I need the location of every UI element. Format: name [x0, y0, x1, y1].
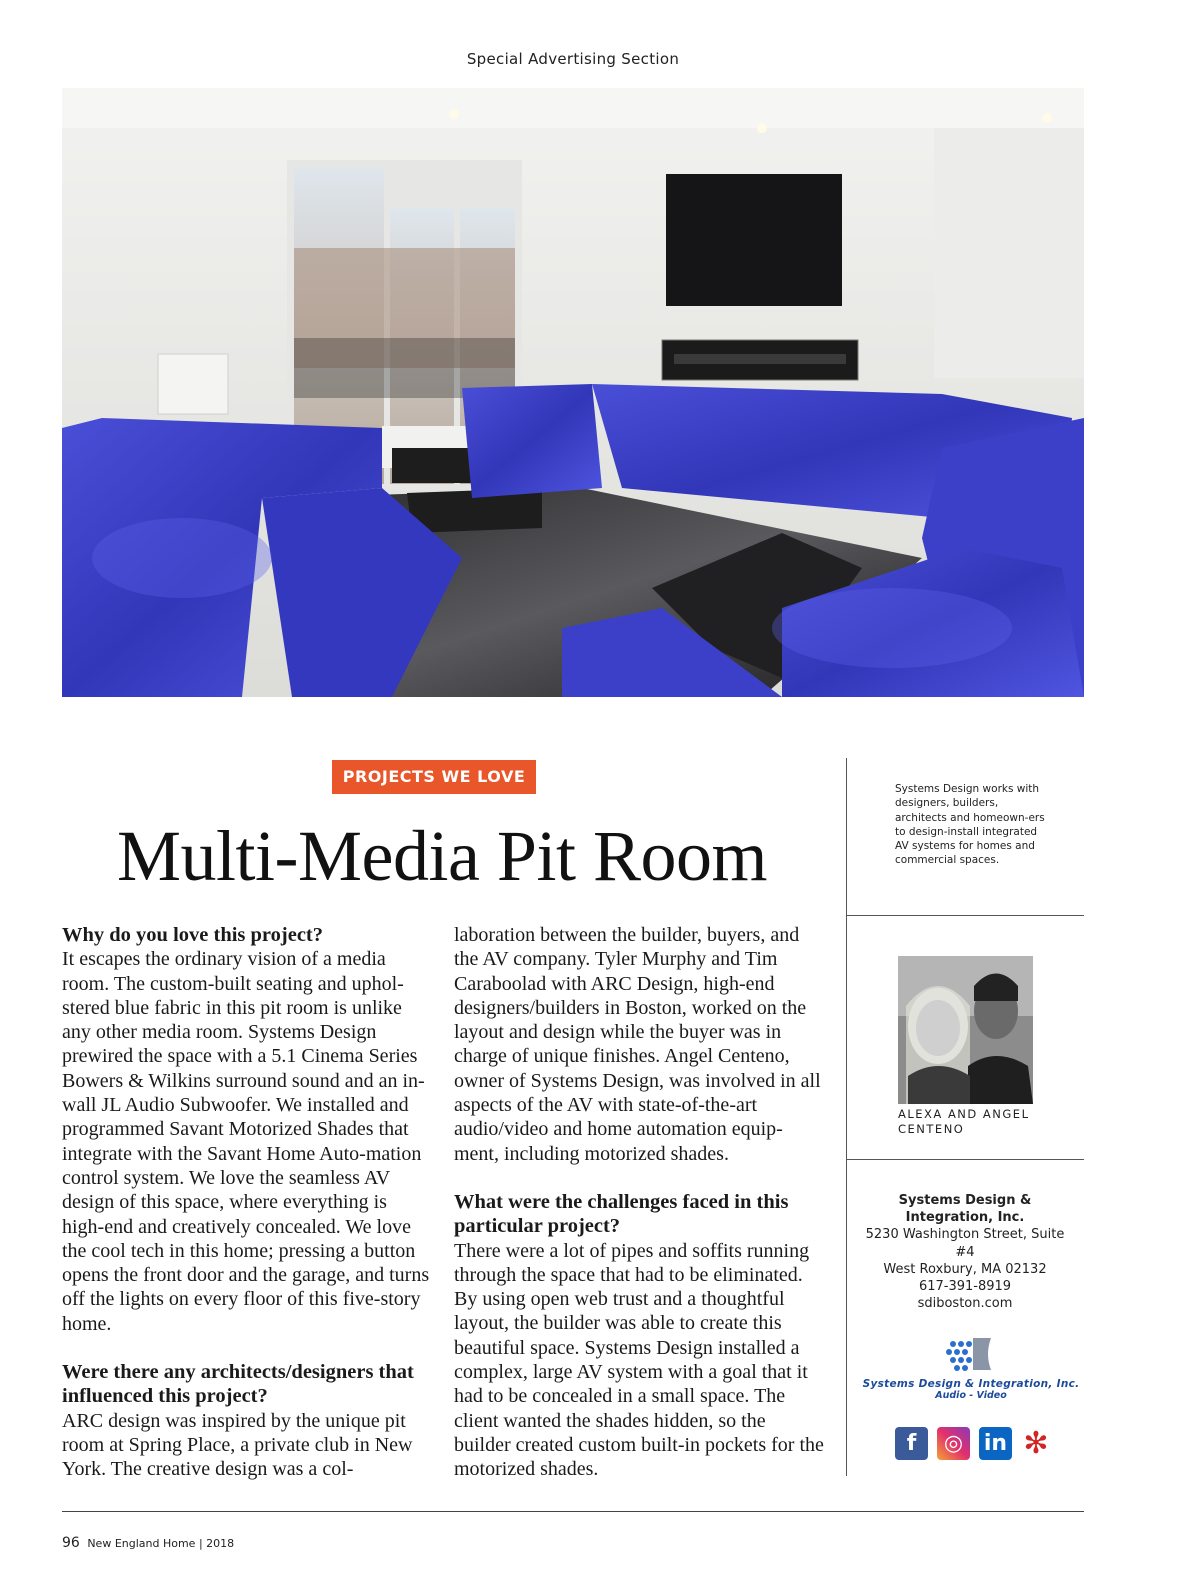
website-link[interactable]: sdiboston.com [917, 1296, 1013, 1312]
answer-paragraph: ARC design was inspired by the unique pit room at Spring Place, a private club in New York. The creative design was a col- [62, 1409, 413, 1481]
article-column-1 [62, 923, 434, 1482]
linkedin-icon[interactable]: in [979, 1427, 1012, 1460]
section-tag: PROJECTS WE LOVE [332, 760, 536, 794]
hero-image [62, 88, 1084, 697]
section-label: Special Advertising Section [466, 50, 680, 68]
question-heading: Why do you love this project? [62, 924, 324, 946]
article-title: Multi-Media Pit Room [116, 816, 768, 896]
answer-paragraph: It escapes the ordinary vision of a media room. The custom-built seating and uphol-stered blue fabric in this pit room is unlike any other media room. Systems Design prewired the space with a 5.1 Cinema Series Bowers & Wilkins surround sound and an in-wall JL Audio Subwoofer. We installed and programmed Savant Motorized Shades that integrate with the Savant Home Auto-mation control system. We love the seamless AV design of this space, where everything is high-end and creatively concealed. We love the cool tech in this home; pressing a button opens the front door and the garage, and turns off the lights on every floor of this five-story home. [62, 948, 430, 1335]
company-name: Systems Design & Integration, Inc. [898, 1193, 1032, 1226]
logo-text: Systems Design & Integration, Inc. [862, 1378, 1080, 1390]
article-column-2 [454, 923, 826, 1482]
page-number: 96 [62, 1535, 80, 1551]
sidebar-divider [846, 758, 847, 1476]
page-folio [62, 1535, 234, 1551]
question-heading: Were there any architects/designers that influenced this project? [62, 1361, 414, 1408]
photo-caption: ALEXA AND ANGEL CENTENO [898, 1107, 1030, 1136]
answer-paragraph: laboration between the builder, buyers, and the AV company. Tyler Murphy and Tim Caraboolad with ARC Design, high-end designers/builders in Boston, worked on the layout and design while the buyer was in charge of unique finishes. Angel Centeno, owner of Systems Design, was involved in all aspects of the AV with state-of-the-art audio/video and home automation equip-ment, including motorized shades. [454, 924, 821, 1165]
address-line-2: West Roxbury, MA 02132 [883, 1261, 1047, 1277]
sidebar-rule [847, 1159, 1084, 1160]
company-blurb: Systems Design works with designers, builders, architects and homeown-ers to design-install integrated AV systems for homes and commercial spaces. [895, 783, 1045, 867]
sidebar-rule [847, 915, 1084, 916]
company-logo [855, 1334, 1087, 1401]
contact-block [860, 1192, 1070, 1312]
question-heading: What were the challenges faced in this particular project? [454, 1190, 789, 1238]
logo-mark-icon [941, 1334, 1001, 1374]
social-links [895, 1425, 1051, 1461]
phone-number: 617-391-8919 [918, 1279, 1012, 1295]
answer-paragraph: There were a lot of pipes and soffits running through the space that had to be eliminated. By using open web trust and a thoughtful layout, the builder was able to create this beautiful space. Systems Design installed a complex, large AV system with a goal that it had to be concealed in a small space. The client wanted the shades hidden, so the builder created custom built-in pockets for the motorized shades. [454, 1239, 824, 1481]
pit-room-photo [62, 88, 1084, 697]
footer-rule [62, 1511, 1084, 1512]
address-line-1: 5230 Washington Street, Suite #4 [865, 1227, 1065, 1260]
facebook-icon[interactable]: f [895, 1427, 928, 1460]
yelp-icon[interactable]: ✻ [1021, 1427, 1051, 1460]
instagram-icon[interactable]: ◎ [937, 1427, 970, 1460]
owners-photo [898, 956, 1033, 1104]
publication-name: New England Home | 2018 [87, 1537, 235, 1550]
logo-subtext: Audio - Video [935, 1390, 1007, 1401]
